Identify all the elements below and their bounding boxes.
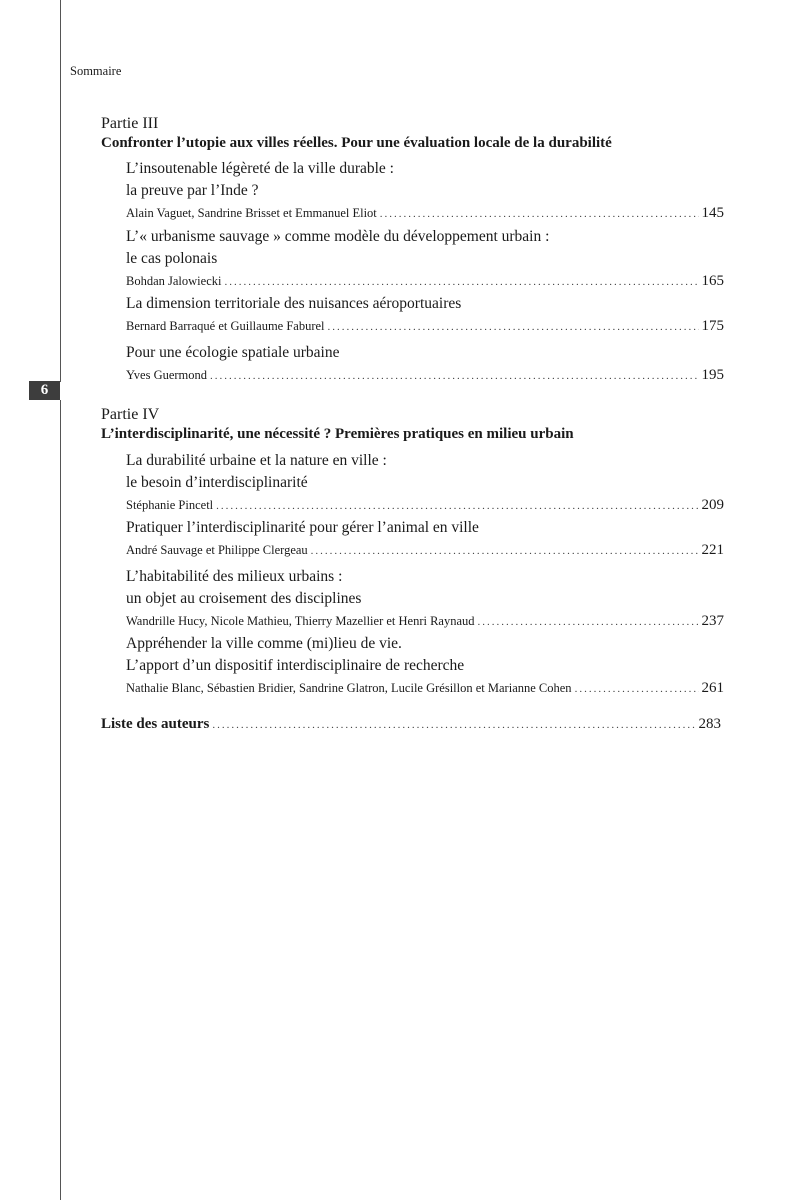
entry-page: 261: [701, 680, 724, 696]
dot-leader: [224, 273, 698, 291]
entry-page: 237: [701, 613, 724, 629]
entry-authors: Stéphanie Pincetl: [126, 498, 214, 512]
entry-title-line: L’« urbanisme sauvage » comme modèle du développement urbain :: [126, 228, 550, 245]
entry-page: 165: [701, 273, 724, 289]
entry-page: 209: [701, 497, 724, 513]
authors-list-label: Liste des auteurs: [101, 716, 210, 732]
entry-title-line: le besoin d’interdisciplinarité: [126, 474, 308, 491]
part-header: [101, 114, 721, 153]
authors-list-page: 283: [698, 716, 721, 732]
entry-title-line: L’apport d’un dispositif interdisciplinaire de recherche: [126, 657, 465, 674]
dot-leader: [380, 205, 699, 223]
part-label: Partie III: [101, 115, 159, 132]
entry-title-line: le cas polonais: [126, 250, 218, 267]
margin-rule: [60, 400, 61, 1200]
toc-entry[interactable]: [126, 158, 724, 223]
entry-authors-row: [126, 366, 724, 385]
entry-title-line: L’habitabilité des milieux urbains :: [126, 568, 343, 585]
entry-authors-row: [126, 679, 724, 698]
dot-leader: [212, 719, 695, 731]
toc-entry[interactable]: [126, 566, 724, 631]
part-label: Partie IV: [101, 406, 160, 423]
entry-authors: Bernard Barraqué et Guillaume Faburel: [126, 319, 325, 333]
entry-title-line: Pour une écologie spatiale urbaine: [126, 344, 340, 361]
entry-authors-row: [126, 541, 724, 560]
entry-authors-row: [126, 317, 724, 336]
dot-leader: [575, 680, 699, 698]
entry-authors-row: [126, 272, 724, 291]
entry-page: 175: [701, 318, 724, 334]
dot-leader: [311, 542, 699, 560]
toc-entry[interactable]: [126, 517, 724, 560]
entry-authors: Bohdan Jalowiecki: [126, 274, 222, 288]
entry-page: 195: [701, 367, 724, 383]
entry-title-line: La durabilité urbaine et la nature en ville :: [126, 452, 387, 469]
toc-entry[interactable]: [126, 226, 724, 291]
entry-authors-row: [126, 204, 724, 223]
toc-entry[interactable]: [126, 342, 724, 385]
entry-authors: André Sauvage et Philippe Clergeau: [126, 543, 308, 557]
entry-title-line: L’insoutenable légèreté de la ville durable :: [126, 160, 394, 177]
dot-leader: [478, 613, 699, 631]
entry-authors: Yves Guermond: [126, 368, 208, 382]
entry-title-line: Appréhender la ville comme (mi)lieu de vie.: [126, 635, 402, 652]
dot-leader: [210, 367, 698, 385]
entry-page: 145: [701, 205, 724, 221]
entry-title-line: La dimension territoriale des nuisances aéroportuaires: [126, 295, 462, 312]
entry-title-line: un objet au croisement des disciplines: [126, 590, 362, 607]
entry-authors-row: [126, 496, 724, 515]
entry-authors: Nathalie Blanc, Sébastien Bridier, Sandrine Glatron, Lucile Grésillon et Marianne Cohen: [126, 681, 572, 695]
entry-authors: Wandrille Hucy, Nicole Mathieu, Thierry Mazellier et Henri Raynaud: [126, 614, 475, 628]
toc-entry[interactable]: [126, 450, 724, 515]
margin-rule: [60, 0, 61, 382]
toc-entry[interactable]: [126, 633, 724, 698]
part-title: Confronter l’utopie aux villes réelles. Pour une évaluation locale de la durabilité: [101, 135, 612, 151]
entry-authors-row: [126, 612, 724, 631]
part-header: [101, 405, 721, 444]
dot-leader: [328, 318, 699, 336]
page-number-badge: 6: [29, 381, 60, 400]
authors-list-entry[interactable]: [101, 716, 721, 733]
entry-authors: Alain Vaguet, Sandrine Brisset et Emmanuel Eliot: [126, 206, 377, 220]
entry-page: 221: [701, 542, 724, 558]
entry-title-line: Pratiquer l’interdisciplinarité pour gérer l’animal en ville: [126, 519, 479, 536]
entry-title-line: la preuve par l’Inde ?: [126, 182, 259, 199]
toc-entry[interactable]: [126, 293, 724, 336]
running-head: Sommaire: [70, 64, 122, 78]
dot-leader: [216, 497, 698, 515]
part-title: L’interdisciplinarité, une nécessité ? Premières pratiques en milieu urbain: [101, 426, 574, 442]
